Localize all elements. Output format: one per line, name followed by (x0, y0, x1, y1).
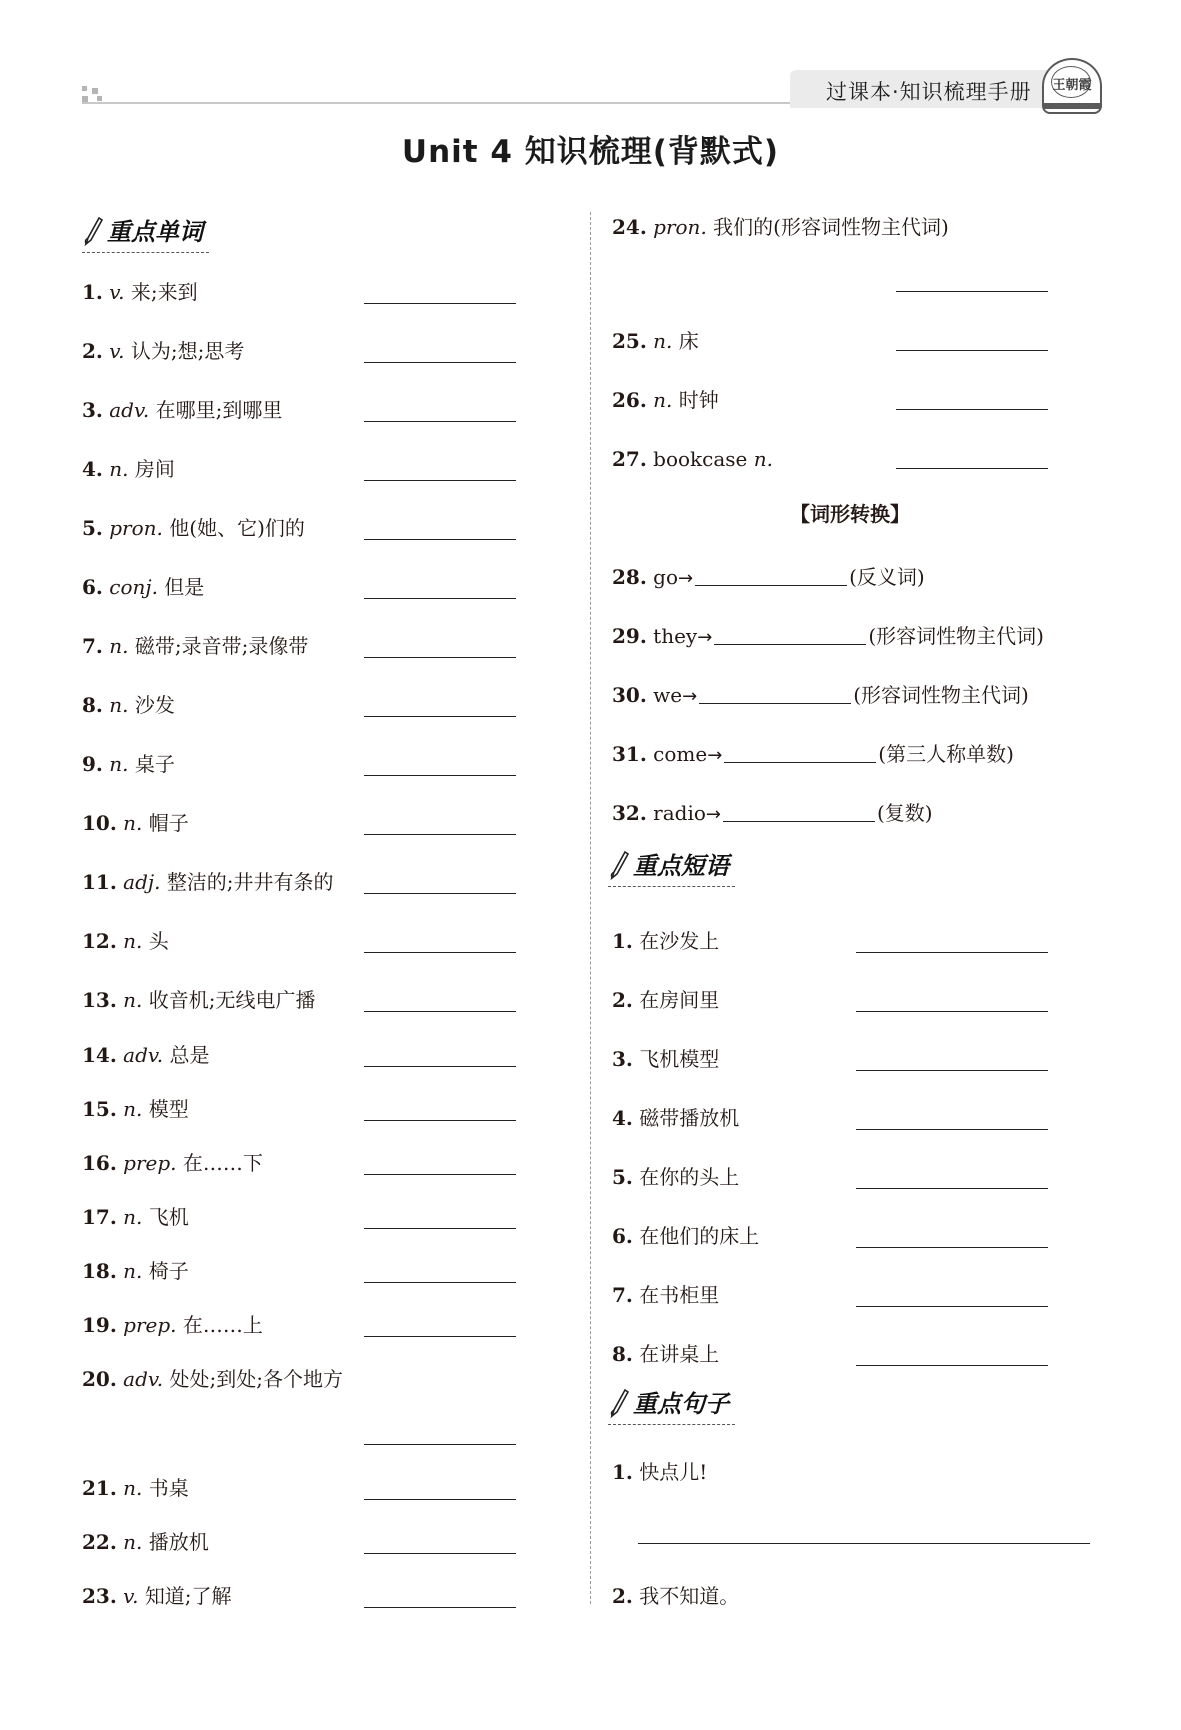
vocab-item: 2. v. 认为;想;思考 (82, 339, 245, 363)
vocab-item: 22. n. 播放机 (82, 1530, 209, 1554)
vocab-item: 13. n. 收音机;无线电广播 (82, 988, 316, 1012)
answer-blank[interactable] (364, 1444, 516, 1445)
answer-blank[interactable] (364, 657, 516, 658)
vocab-item: 1. v. 来;来到 (82, 280, 198, 304)
answer-blank[interactable] (856, 1365, 1048, 1366)
word-forms-heading: 【词形转换】 (790, 502, 910, 526)
section-title: 重点短语 (633, 852, 729, 880)
header-rule (82, 102, 802, 104)
answer-blank[interactable] (364, 1228, 516, 1229)
vocab-item: 25. n. 床 (612, 329, 699, 353)
vocab-item: 20. adv. 处处;到处;各个地方 (82, 1367, 344, 1391)
corner-decoration (97, 96, 102, 101)
answer-blank[interactable] (364, 480, 516, 481)
vocab-item: 18. n. 椅子 (82, 1259, 189, 1283)
answer-blank[interactable] (714, 624, 866, 645)
sentence-item: 2. 我不知道。 (612, 1584, 740, 1608)
answer-blank[interactable] (364, 1282, 516, 1283)
vocab-item: 14. adv. 总是 (82, 1043, 210, 1067)
section-title: 重点句子 (633, 1390, 729, 1418)
answer-blank[interactable] (896, 409, 1048, 410)
pen-icon (82, 216, 104, 246)
answer-blank[interactable] (364, 1336, 516, 1337)
answer-blank[interactable] (364, 716, 516, 717)
vocab-item: 8. n. 沙发 (82, 693, 175, 717)
page-title: Unit 4 知识梳理(背默式) (401, 134, 780, 170)
answer-blank[interactable] (896, 468, 1048, 469)
word-form-item: 32. radio→ (复数) (612, 801, 933, 825)
answer-blank[interactable] (364, 303, 516, 304)
answer-blank[interactable] (364, 834, 516, 835)
answer-blank[interactable] (364, 539, 516, 540)
answer-blank[interactable] (856, 1070, 1048, 1071)
column-divider (590, 212, 591, 1604)
word-form-item: 30. we→ (形容词性物主代词) (612, 683, 1029, 707)
phrase-item: 6. 在他们的床上 (612, 1224, 760, 1248)
answer-blank[interactable] (364, 1174, 516, 1175)
vocab-item: 27. bookcase n. (612, 447, 773, 471)
answer-blank[interactable] (364, 1553, 516, 1554)
vocab-item: 19. prep. 在……上 (82, 1313, 263, 1337)
answer-blank[interactable] (896, 291, 1048, 292)
answer-blank[interactable] (364, 598, 516, 599)
vocab-item: 11. adj. 整洁的;井井有条的 (82, 870, 334, 894)
answer-blank[interactable] (364, 952, 516, 953)
phrase-item: 1. 在沙发上 (612, 929, 720, 953)
vocab-item: 6. conj. 但是 (82, 575, 205, 599)
vocab-item: 9. n. 桌子 (82, 752, 175, 776)
vocab-item: 24. pron. 我们的(形容词性物主代词) (612, 215, 949, 239)
answer-blank[interactable] (364, 1120, 516, 1121)
word-form-item: 28. go→ (反义词) (612, 565, 925, 589)
section-heading-words (82, 212, 209, 253)
logo-band (1044, 103, 1100, 109)
phrase-item: 7. 在书柜里 (612, 1283, 720, 1307)
answer-blank[interactable] (896, 350, 1048, 351)
answer-blank[interactable] (856, 1011, 1048, 1012)
vocab-item: 5. pron. 他(她、它)们的 (82, 516, 305, 540)
corner-decoration (82, 86, 87, 91)
answer-blank[interactable] (723, 801, 875, 822)
answer-blank[interactable] (364, 893, 516, 894)
book-title: 过课本·知识梳理手册 (826, 80, 1032, 104)
answer-blank[interactable] (364, 1607, 516, 1608)
section-heading-phrases (608, 846, 735, 887)
pen-icon (608, 850, 630, 880)
phrase-item: 8. 在讲桌上 (612, 1342, 720, 1366)
answer-blank[interactable] (856, 952, 1048, 953)
vocab-item: 12. n. 头 (82, 929, 169, 953)
vocab-item: 4. n. 房间 (82, 457, 175, 481)
section-heading-sentences (608, 1384, 735, 1425)
vocab-item: 3. adv. 在哪里;到哪里 (82, 398, 283, 422)
sentence-item: 1. 快点儿! (612, 1460, 708, 1484)
answer-blank[interactable] (856, 1188, 1048, 1189)
phrase-item: 5. 在你的头上 (612, 1165, 740, 1189)
vocab-item: 17. n. 飞机 (82, 1205, 189, 1229)
header-tab (790, 70, 1065, 108)
vocab-item: 7. n. 磁带;录音带;录像带 (82, 634, 309, 658)
vocab-item: 26. n. 时钟 (612, 388, 719, 412)
answer-blank[interactable] (856, 1306, 1048, 1307)
corner-decoration (92, 88, 98, 94)
phrase-item: 4. 磁带播放机 (612, 1106, 740, 1130)
vocab-item: 10. n. 帽子 (82, 811, 189, 835)
word-form-item: 31. come→ (第三人称单数) (612, 742, 1014, 766)
answer-blank[interactable] (856, 1247, 1048, 1248)
vocab-item: 15. n. 模型 (82, 1097, 189, 1121)
answer-blank[interactable] (638, 1543, 1090, 1544)
vocab-item: 23. v. 知道;了解 (82, 1584, 232, 1608)
answer-blank[interactable] (699, 683, 851, 704)
answer-blank[interactable] (724, 742, 876, 763)
logo-text: 王朝霞 (1052, 78, 1092, 93)
answer-blank[interactable] (364, 775, 516, 776)
publisher-logo-icon (1042, 58, 1102, 114)
phrase-item: 2. 在房间里 (612, 988, 720, 1012)
answer-blank[interactable] (695, 565, 847, 586)
answer-blank[interactable] (364, 1011, 516, 1012)
section-title: 重点单词 (107, 218, 203, 246)
phrase-item: 3. 飞机模型 (612, 1047, 720, 1071)
answer-blank[interactable] (364, 362, 516, 363)
vocab-item: 21. n. 书桌 (82, 1476, 189, 1500)
answer-blank[interactable] (364, 1066, 516, 1067)
answer-blank[interactable] (364, 421, 516, 422)
answer-blank[interactable] (364, 1499, 516, 1500)
answer-blank[interactable] (856, 1129, 1048, 1130)
pen-icon (608, 1388, 630, 1418)
word-form-item: 29. they→ (形容词性物主代词) (612, 624, 1044, 648)
vocab-item: 16. prep. 在……下 (82, 1151, 263, 1175)
